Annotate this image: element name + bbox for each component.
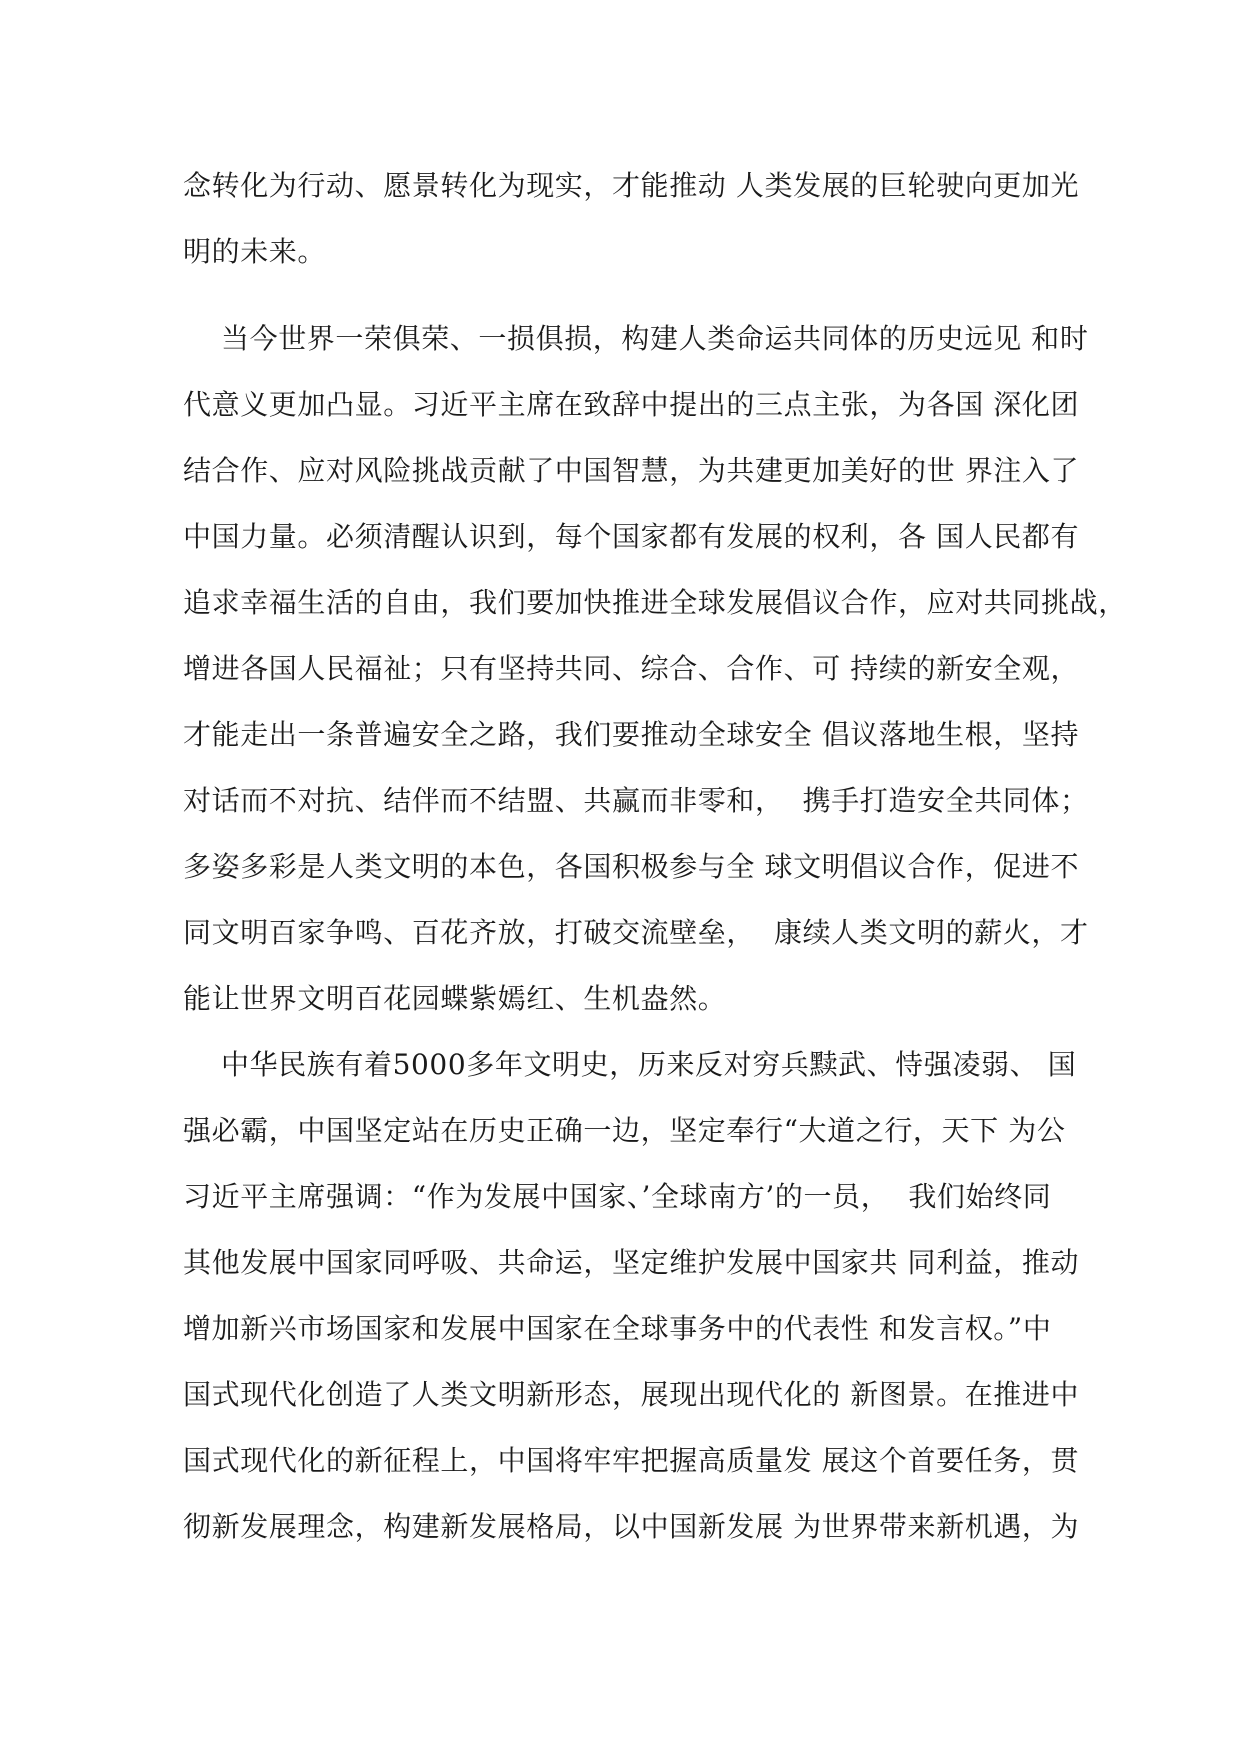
text-line: 增加新兴市场国家和发展中国家在全球事务中的代表性 和发言权。”中 <box>183 1312 1052 1345</box>
text-line: 多姿多彩是人类文明的本色，各国积极参与全 球文明倡议合作，促进不 <box>183 850 1080 883</box>
text-line: 中华民族有着5000多年文明史，历来反对穷兵黩武、恃强凌弱、 国 <box>183 1048 1077 1081</box>
text-line: 强必霸，中国坚定站在历史正确一边，坚定奉行“大道之行，天下 为公 <box>183 1114 1066 1147</box>
text-line: 同文明百家争鸣、百花齐放，打破交流壁垒， 康续人类文明的薪火，才 <box>183 916 1089 949</box>
text-line: 明的未来。 <box>183 235 327 268</box>
text-line: 习近平主席强调：“作为发展中国家、’全球南方’的一员， 我们始终同 <box>183 1180 1052 1213</box>
paragraph-2 <box>183 306 1127 1032</box>
text-line: 国式现代化创造了人类文明新形态，展现出现代化的 新图景。在推进中 <box>183 1378 1080 1411</box>
paragraph-1 <box>183 153 1083 285</box>
text-line: 国式现代化的新征程上，中国将牢牢把握高质量发 展这个首要任务，贯 <box>183 1444 1080 1477</box>
text-line: 彻新发展理念，构建新发展格局，以中国新发展 为世界带来新机遇，为 <box>183 1510 1080 1543</box>
text-line: 能让世界文明百花园蝶紫嫣红、生机盎然。 <box>183 982 727 1015</box>
text-line: 追求幸福生活的自由，我们要加快推进全球发展倡议合作，应对共同挑战， <box>183 586 1127 619</box>
text-line: 代意义更加凸显。习近平主席在致辞中提出的三点主张，为各国 深化团 <box>183 388 1080 421</box>
text-line: 其他发展中国家同呼吸、共命运，坚定维护发展中国家共 同利益，推动 <box>183 1246 1080 1279</box>
text-line: 才能走出一条普遍安全之路，我们要推动全球安全 倡议落地生根，坚持 <box>183 718 1080 751</box>
text-line: 结合作、应对风险挑战贡献了中国智慧，为共建更加美好的世 界注入了 <box>183 454 1080 487</box>
paragraph-3 <box>183 1032 1083 1560</box>
text-line: 中国力量。必须清醒认识到，每个国家都有发展的权利，各 国人民都有 <box>183 520 1080 553</box>
text-line: 当今世界一荣俱荣、一损俱损，构建人类命运共同体的历史远见 和时 <box>183 322 1089 355</box>
text-line: 念转化为行动、愿景转化为现实，才能推动 人类发展的巨轮驶向更加光 <box>183 169 1080 202</box>
text-line: 增进各国人民福祉；只有坚持共同、综合、合作、可 持续的新安全观， <box>183 652 1080 685</box>
text-line: 对话而不对抗、结伴而不结盟、共赢而非零和， 携手打造安全共同体； <box>183 784 1089 817</box>
